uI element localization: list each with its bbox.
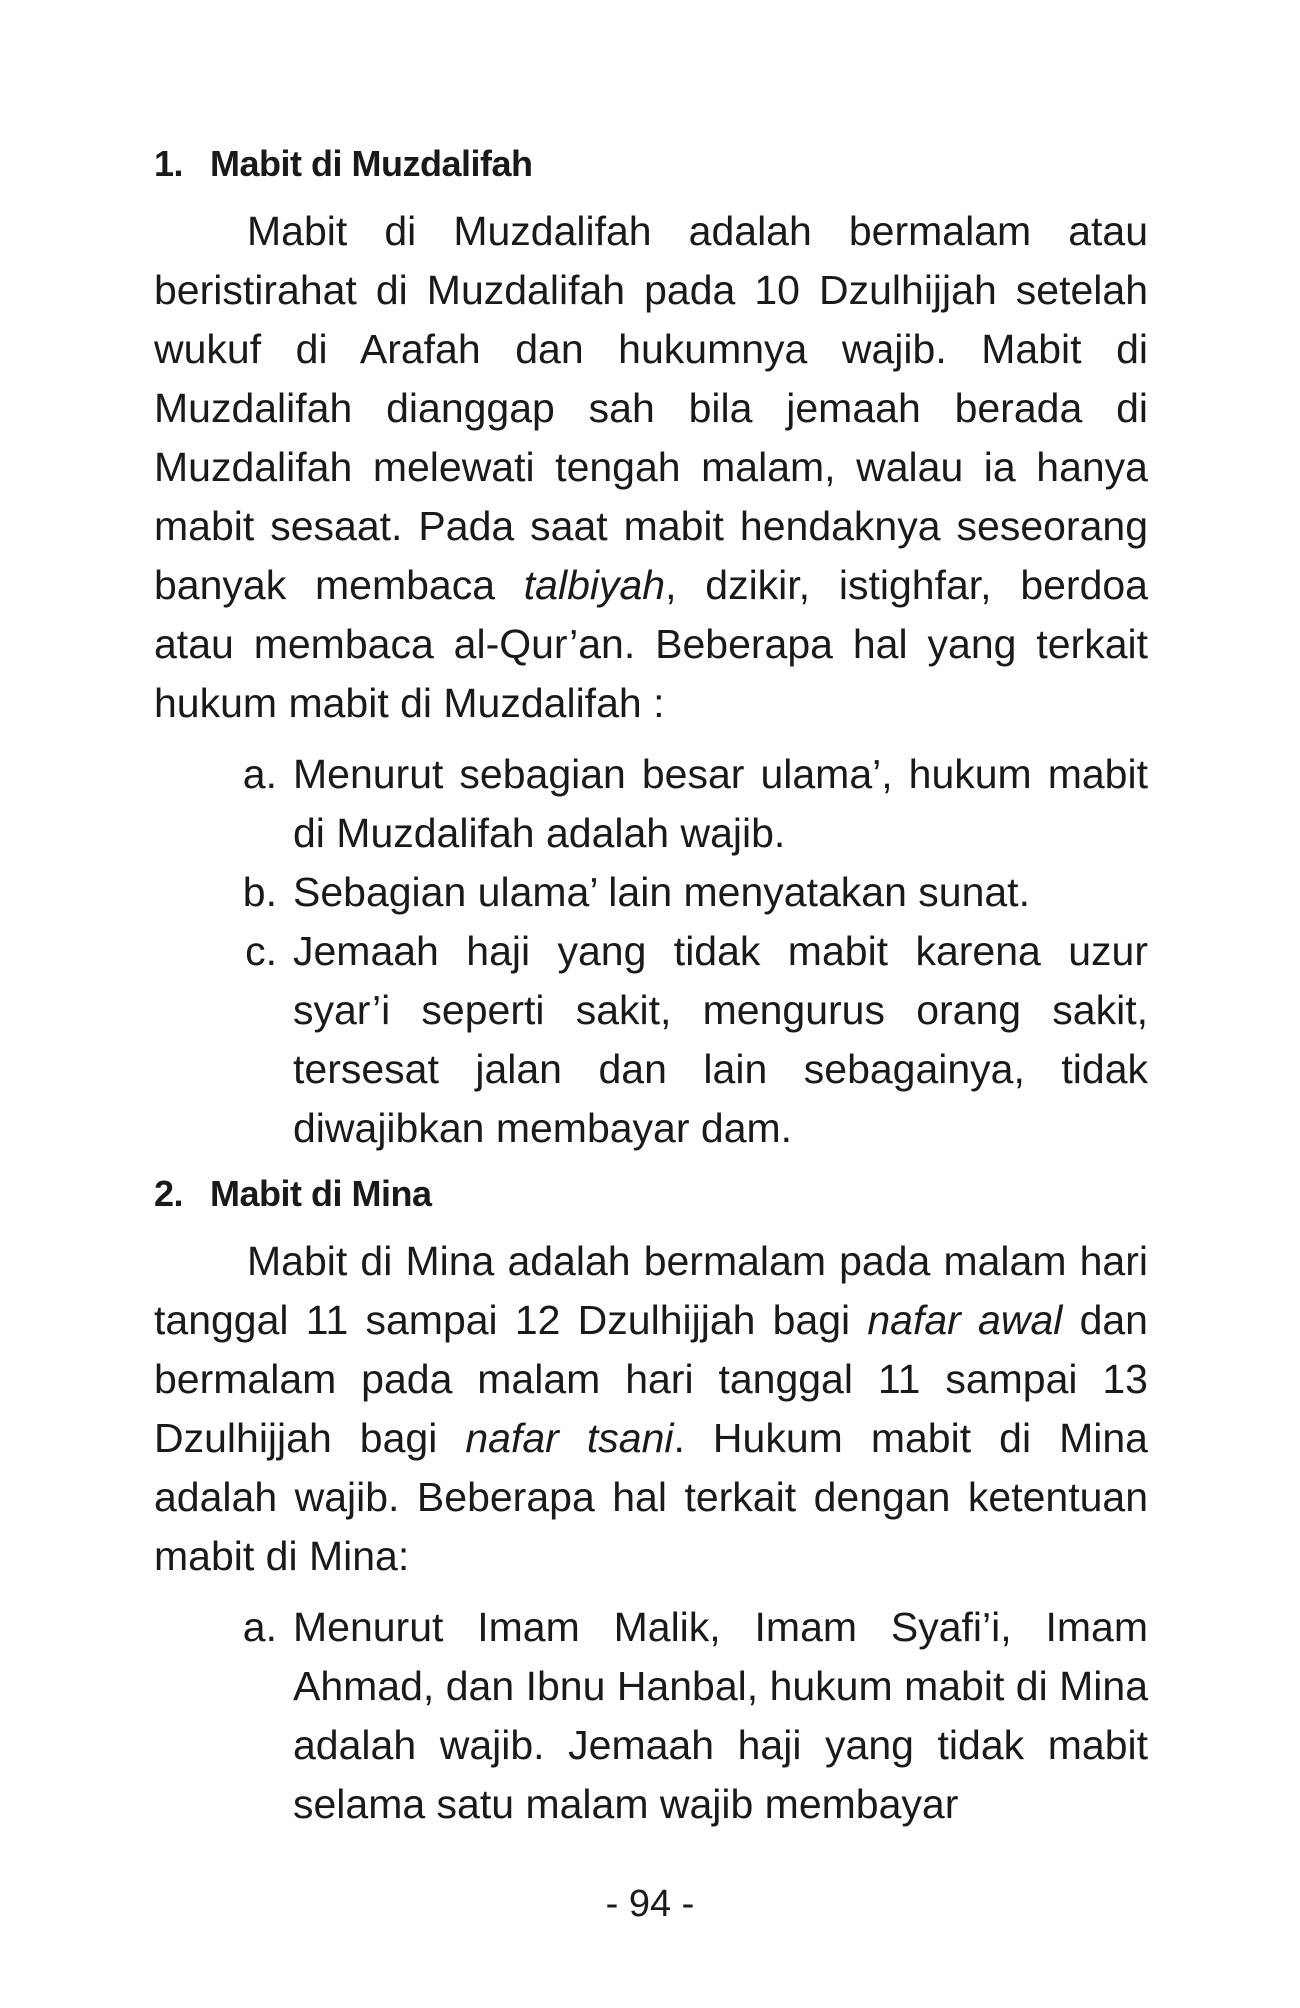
paragraph-text: . Hukum mabit di Mina adalah wajib. Beberapa hal terkait dengan ketentuan mabit di Mina: — [154, 1415, 1148, 1579]
page-number: - 94 - — [605, 1883, 695, 1925]
italic-term: talbiyah — [523, 562, 666, 608]
section-paragraph — [154, 1232, 1148, 1586]
list-marker: a. — [242, 1604, 277, 1650]
italic-term: nafar awal — [867, 1297, 1063, 1343]
list-marker: a. — [242, 751, 277, 797]
list-marker: c. — [245, 928, 277, 974]
italic-term: nafar tsani — [465, 1415, 674, 1461]
list-item — [154, 863, 1148, 922]
section-number: 2. — [154, 1173, 184, 1214]
list-item-text: Menurut sebagian besar ulama’, hukum mabit di Muzdalifah adalah wajib. — [293, 751, 1148, 856]
section-heading-mina — [154, 1170, 1148, 1218]
section-title: Mabit di Muzdalifah — [210, 143, 533, 184]
paragraph-text: , dzikir, istighfar, berdoa atau membaca al-Qur’an. Beberapa hal yang terkait hukum mabit di Muzdalifah : — [154, 562, 1148, 726]
list-item — [154, 745, 1148, 863]
paragraph-text: dan bermalam pada malam hari tanggal 11 sampai 13 Dzulhijjah bagi — [154, 1297, 1148, 1461]
list-item — [154, 1598, 1148, 1834]
list-item-text: Sebagian ulama’ lain menyatakan sunat. — [293, 869, 1030, 915]
section-number: 1. — [154, 143, 184, 184]
paragraph-text: Mabit di Mina adalah bermalam pada malam hari tanggal 11 sampai 12 Dzulhijjah bagi — [154, 1238, 1148, 1343]
list-item — [154, 922, 1148, 1158]
list-marker: b. — [242, 869, 277, 915]
section-list — [154, 1598, 1148, 1834]
list-item-text: Jemaah haji yang tidak mabit karena uzur syar’i seperti sakit, mengurus orang sakit, tersesat jalan dan lain sebagainya, tidak diwajibkan membayar dam. — [293, 928, 1148, 1151]
list-item-text: Menurut Imam Malik, Imam Syafi’i, Imam Ahmad, dan Ibnu Hanbal, hukum mabit di Mina adalah wajib. Jemaah haji yang tidak mabit selama satu malam wajib membayar — [293, 1604, 1148, 1827]
paragraph-text: Mabit di Muzdalifah adalah bermalam atau beristirahat di Muzdalifah pada 10 Dzulhijjah setelah wukuf di Arafah dan hukumnya wajib. Mabit di Muzdalifah dianggap sah bila jemaah berada di Muzdalifah melewati tengah malam, walau ia hanya mabit sesaat. Pada saat mabit hendaknya seseorang banyak membaca — [154, 208, 1148, 608]
section-title: Mabit di Mina — [210, 1173, 432, 1214]
section-paragraph — [154, 202, 1148, 733]
section-heading-muzdalifah — [154, 140, 1148, 188]
section-list — [154, 745, 1148, 1158]
page-content — [154, 140, 1148, 1834]
